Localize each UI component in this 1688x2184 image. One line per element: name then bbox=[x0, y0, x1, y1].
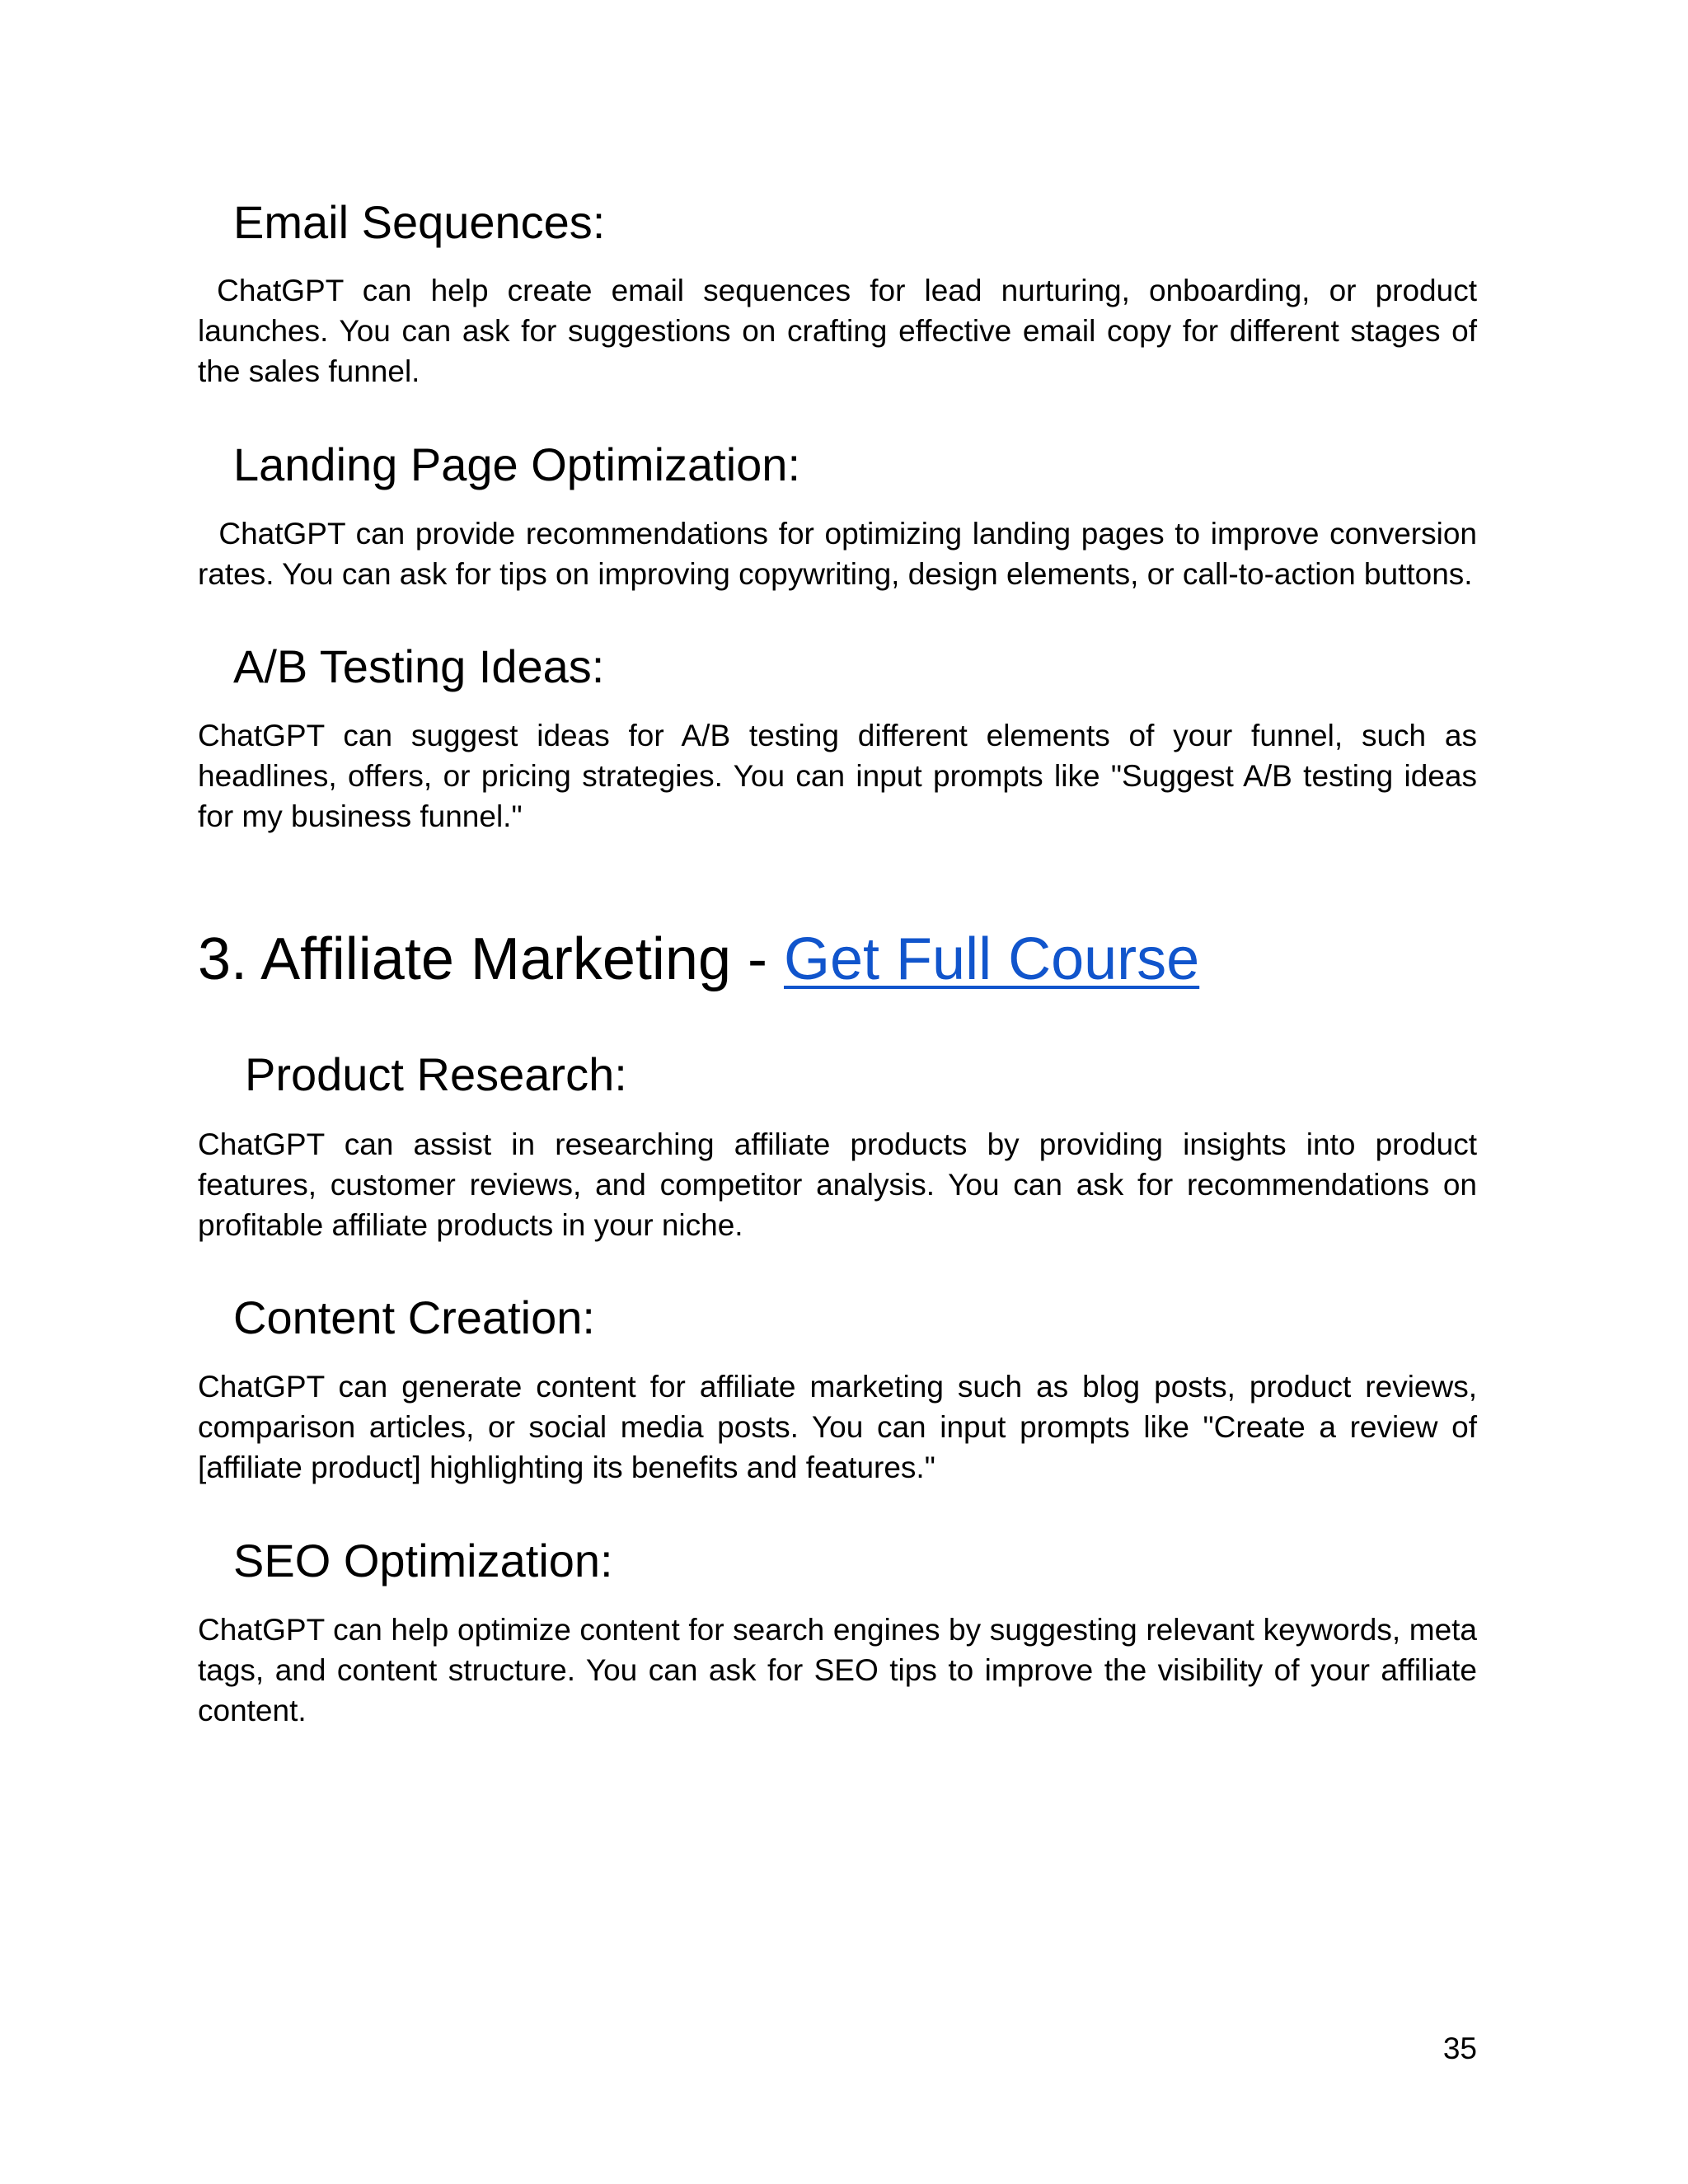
chapter-title: 3. Affiliate Marketing - bbox=[198, 926, 784, 992]
heading-landing-page-optimization: Landing Page Optimization: bbox=[233, 438, 800, 490]
heading-ab-testing-ideas: A/B Testing Ideas: bbox=[233, 640, 605, 692]
heading-email-sequences: Email Sequences: bbox=[233, 196, 606, 248]
get-full-course-link[interactable]: Get Full Course bbox=[784, 926, 1200, 992]
page-number: 35 bbox=[1442, 2032, 1477, 2065]
paragraph-landing-page-optimization: ChatGPT can provide recommendations for optimizing landing pages to improve conversion rates. You can ask for tips on improving copywriting, design elements, or call-to-action buttons. bbox=[198, 517, 1486, 591]
paragraph-ab-testing-ideas: ChatGPT can suggest ideas for A/B testing different elements of your funnel, such as headlines, offers, or pricing strategies. You can input prompts like "Suggest A/B testing ideas for my business funnel." bbox=[198, 719, 1477, 833]
heading-product-research: Product Research: bbox=[245, 1048, 627, 1100]
heading-seo-optimization: SEO Optimization: bbox=[233, 1535, 613, 1586]
paragraph-email-sequences: ChatGPT can help create email sequences for lead nurturing, onboarding, or product launches. You can ask for suggestions on crafting effective email copy for different stages of the sales funnel. bbox=[198, 274, 1486, 388]
heading-content-creation: Content Creation: bbox=[233, 1291, 595, 1343]
paragraph-product-research: ChatGPT can assist in researching affiliate products by providing insights into product features, customer reviews, and competitor analysis. You can ask for recommendations on profitable affiliate products in your niche. bbox=[198, 1127, 1477, 1242]
paragraph-seo-optimization: ChatGPT can help optimize content for search engines by suggesting relevant keywords, meta tags, and content structure. You can ask for SEO tips to improve the visibility of your affiliate content. bbox=[198, 1613, 1477, 1727]
paragraph-content-creation: ChatGPT can generate content for affiliate marketing such as blog posts, product reviews, comparison articles, or social media posts. You can input prompts like "Create a review of [affiliate product] highlighting its benefits and features." bbox=[198, 1370, 1477, 1484]
chapter-heading bbox=[198, 925, 1199, 994]
